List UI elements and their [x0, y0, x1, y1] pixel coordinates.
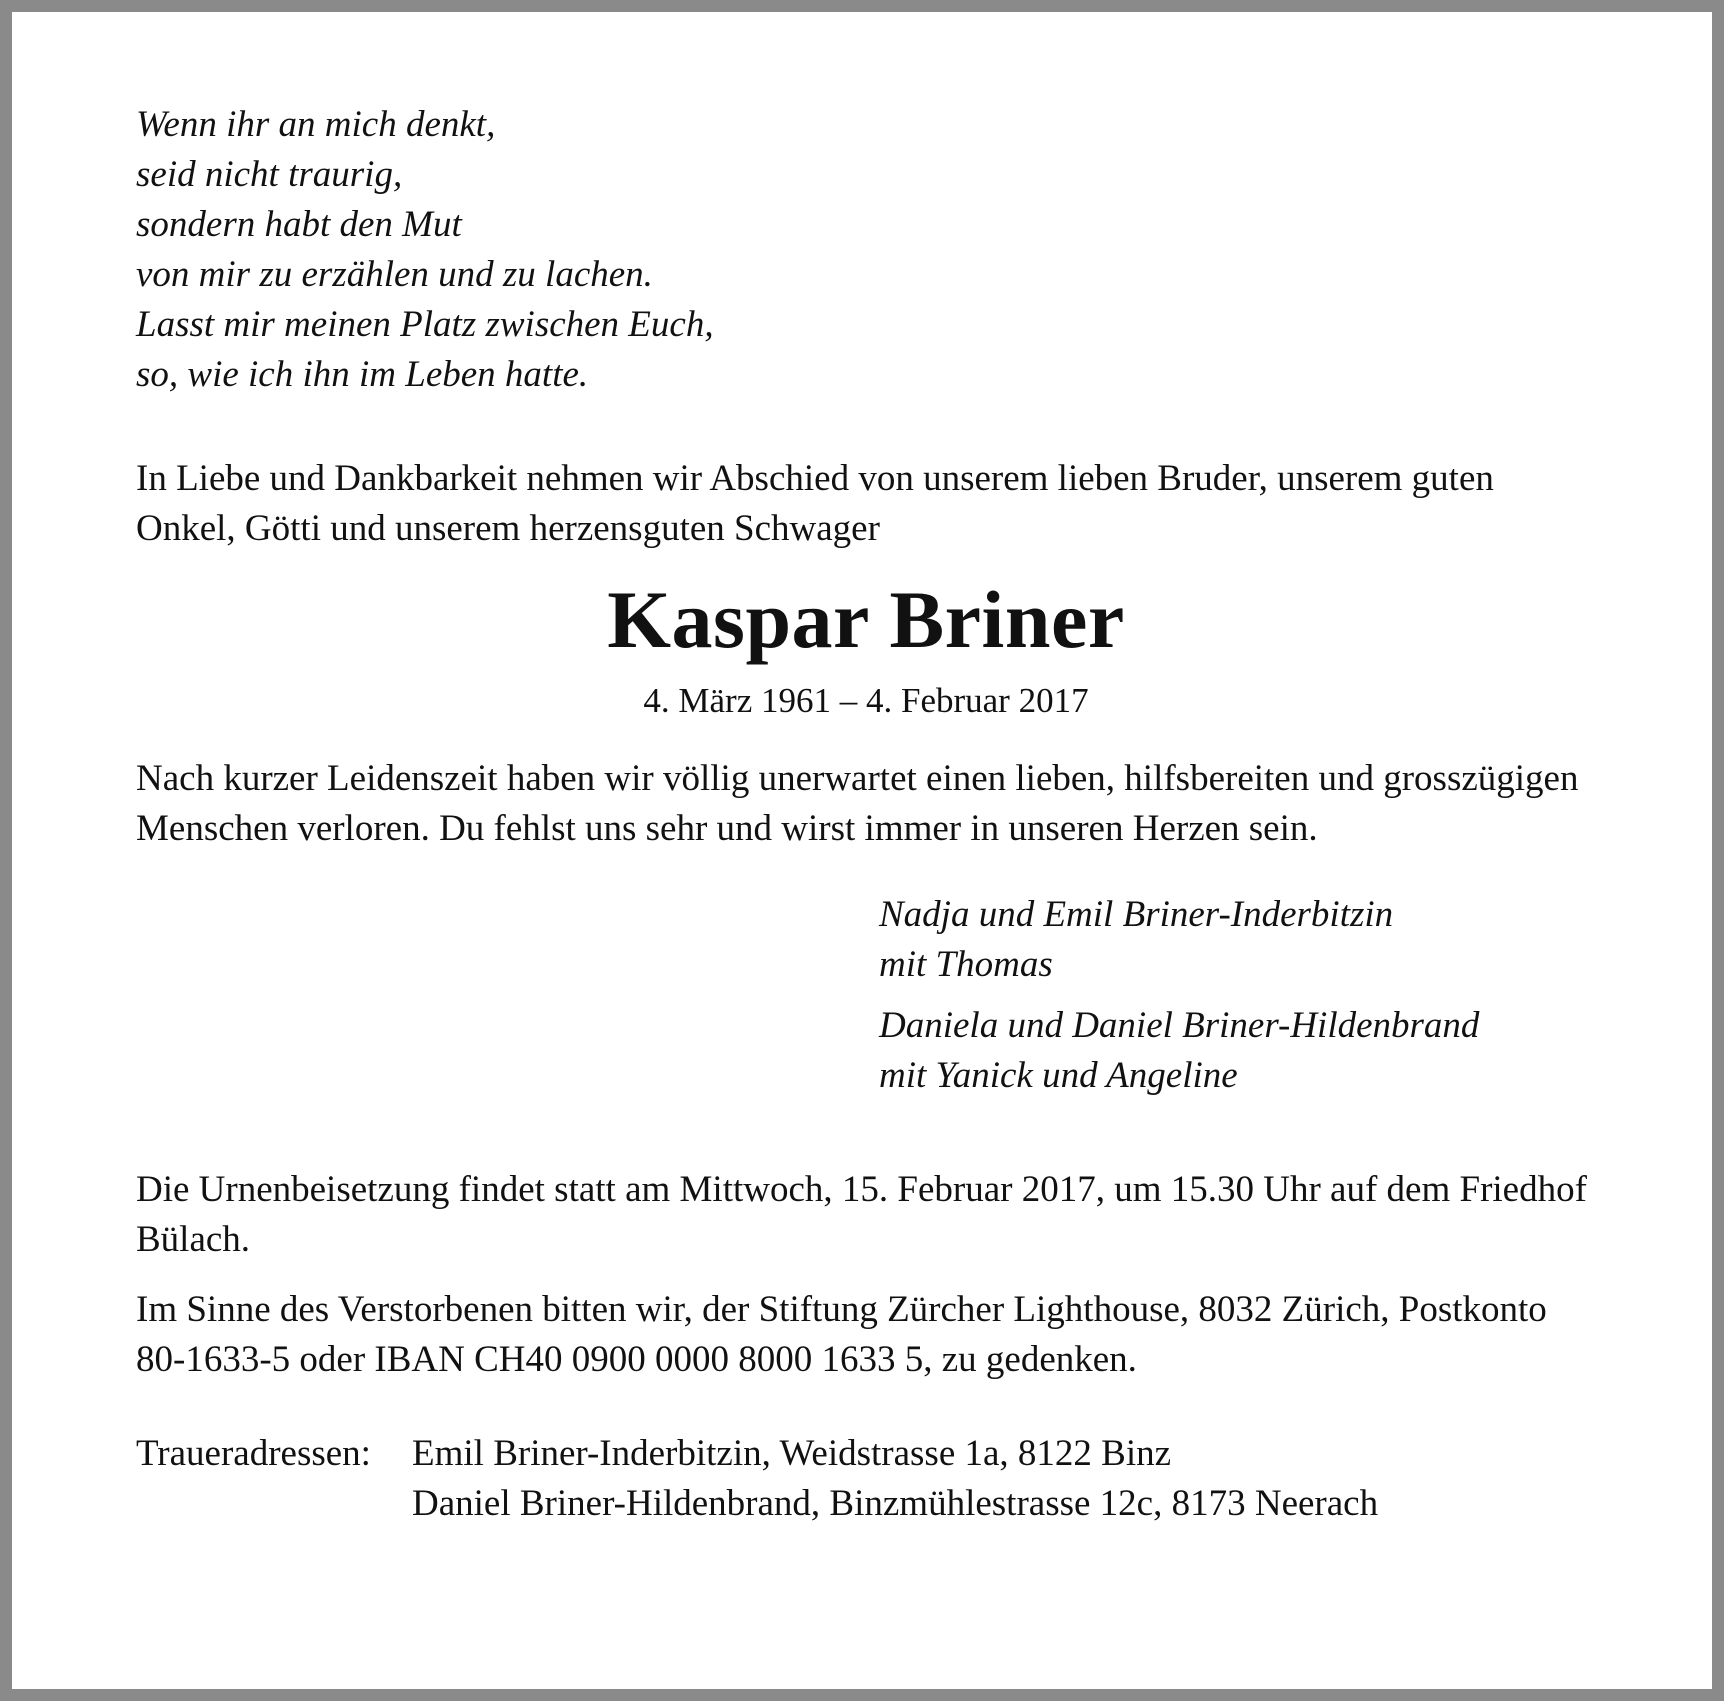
poem-line: so, wie ich ihn im Leben hatte. — [136, 354, 589, 395]
deceased-name: Kaspar Briner — [607, 574, 1125, 665]
addresses-label: Traueradressen: — [136, 1433, 371, 1474]
poem-line: Wenn ihr an mich denkt, — [136, 104, 496, 145]
burial-notice: Die Urnenbeisetzung findet statt am Mittwoch, 15. Februar 2017, um 15.30 Uhr auf dem Friedhof Bülach. — [136, 1169, 1587, 1260]
address-entry: Emil Briner-Inderbitzin, Weidstrasse 1a, 8122 Binz — [412, 1433, 1172, 1474]
mourning-text: Nach kurzer Leidenszeit haben wir völlig unerwartet einen lieben, hilfsbereiten und grosszügigen Menschen verloren. Du fehlst uns sehr und wirst immer in unseren Herzen sein. — [136, 758, 1579, 849]
signature-group — [879, 1001, 1596, 1101]
address-entry: Daniel Briner-Hildenbrand, Binzmühlestrasse 12c, 8173 Neerach — [412, 1483, 1379, 1524]
life-dates: 4. März 1961 – 4. Februar 2017 — [643, 681, 1089, 720]
poem-line: von mir zu erzählen und zu lachen. — [136, 254, 653, 295]
signature-line: Daniela und Daniel Briner-Hildenbrand — [879, 1005, 1480, 1046]
donation-notice: Im Sinne des Verstorbenen bitten wir, der Stiftung Zürcher Lighthouse, 8032 Zürich, Postkonto 80-1633-5 oder IBAN CH40 0900 0000 8000 1633 5, zu gedenken. — [136, 1289, 1547, 1380]
signature-line: mit Thomas — [879, 944, 1053, 985]
poem — [136, 100, 1596, 400]
poem-line: seid nicht traurig, — [136, 154, 403, 195]
obituary-content — [136, 100, 1596, 1529]
addresses-list — [412, 1429, 1596, 1529]
intro-text: In Liebe und Dankbarkeit nehmen wir Abschied von unserem lieben Bruder, unserem guten Onkel, Götti und unserem herzensguten Schwager — [136, 458, 1494, 549]
poem-line: sondern habt den Mut — [136, 204, 462, 245]
signature-line: mit Yanick und Angeline — [879, 1055, 1238, 1096]
signature-line: Nadja und Emil Briner-Inderbitzin — [879, 894, 1394, 935]
mourning-addresses — [136, 1429, 1596, 1529]
signature-group — [879, 890, 1596, 990]
obituary-sheet — [12, 12, 1712, 1689]
signatures — [879, 890, 1596, 1101]
poem-line: Lasst mir meinen Platz zwischen Euch, — [136, 304, 714, 345]
